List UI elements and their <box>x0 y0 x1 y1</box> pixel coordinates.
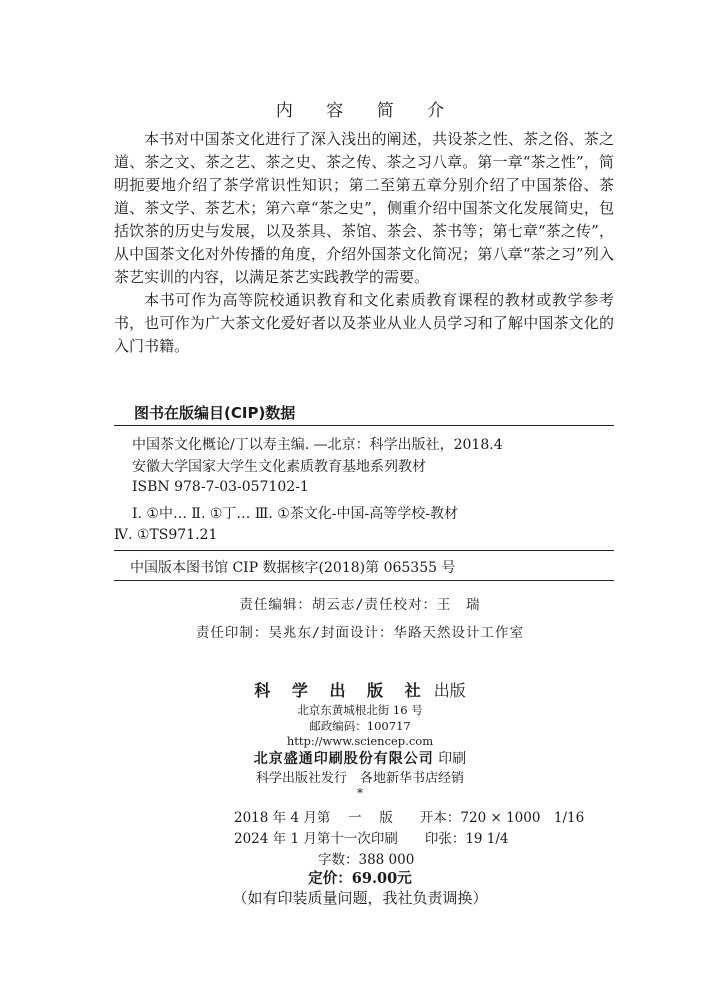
cip-line-1: 中国茶文化概论/丁以寿主编. —北京：科学出版社，2018.4 <box>132 437 503 453</box>
divider-top <box>114 425 614 426</box>
intro-paragraph-2: 本书可作为高等院校通识教育和文化素质教育课程的教材或教学参考书，也可作为广大茶文化爱好者以及茶业从业人员学习和了解中国茶文化的入门书籍。 <box>114 291 614 355</box>
price: 定价：69.00元 <box>308 870 412 887</box>
printing-credits: 责任印制：吴兆东/封面设计：华路天然设计工作室 <box>195 625 525 641</box>
cip-line-5: Ⅳ. ①TS971.21 <box>114 527 218 543</box>
printer-line <box>0 748 720 768</box>
publisher-website: http://www.sciencep.com <box>286 734 434 748</box>
page-title: 内 容 简 介 <box>275 101 459 121</box>
introduction <box>114 128 614 358</box>
separator-star: * <box>357 786 363 800</box>
edition-info: 2018 年 4 月第 一 版 开本：720 × 1000 1/16 <box>234 810 585 826</box>
cip-line-2: 安徽大学国家大学生文化素质教育基地系列教材 <box>132 459 426 475</box>
cip-line-3: ISBN 978-7-03-057102-1 <box>132 479 309 495</box>
printing-info: 2024 年 1 月第十一次印刷 印张：19 1/4 <box>234 831 509 847</box>
publisher-postcode: 邮政编码：100717 <box>309 719 411 733</box>
publisher-address: 北京东黄城根北街 16 号 <box>297 703 423 717</box>
quality-notice: （如有印装质量问题，我社负责调换） <box>232 889 488 907</box>
cip-data-number: 中国版本图书馆 CIP 数据核字(2018)第 065355 号 <box>130 560 456 576</box>
divider-bottom <box>114 580 614 581</box>
divider-middle <box>114 550 614 551</box>
distribution-line: 科学出版社发行 各地新华书店经销 <box>255 771 464 786</box>
cip-line-4: Ⅰ. ①中… Ⅱ. ①丁… Ⅲ. ①茶文化-中国-高等学校-教材 <box>132 506 458 522</box>
publisher-line <box>0 678 720 701</box>
printer-suffix: 印刷 <box>438 751 467 767</box>
publisher-name: 科 学 出 版 社 <box>254 681 429 700</box>
editor-credits: 责任编辑：胡云志/责任校对：王 瑞 <box>239 597 481 613</box>
cip-heading: 图书在版编目(CIP)数据 <box>134 404 296 422</box>
printer-name: 北京盛通印刷股份有限公司 <box>253 751 434 767</box>
publisher-suffix: 出版 <box>433 681 466 700</box>
word-count: 字数：388 000 <box>318 852 415 868</box>
intro-paragraph-1: 本书对中国茶文化进行了深入浅出的阐述，共设茶之性、茶之俗、茶之道、茶之文、茶之艺、茶之史、茶之传、茶之习八章。第一章“茶之性”，简明扼要地介绍了茶学常识性知识；第二至第五章分别介绍了中国茶俗、茶道、茶文学、茶艺术；第六章“茶之史”，侧重介绍中国茶文化发展简史，包括饮茶的历史与发展，以及茶具、茶馆、茶会、茶书等；第七章“茶之传”，从中国茶文化对外传播的角度，介绍外国茶文化简况；第八章“茶之习”列入茶艺实训的内容，以满足茶艺实践教学的需要。 <box>114 130 614 286</box>
